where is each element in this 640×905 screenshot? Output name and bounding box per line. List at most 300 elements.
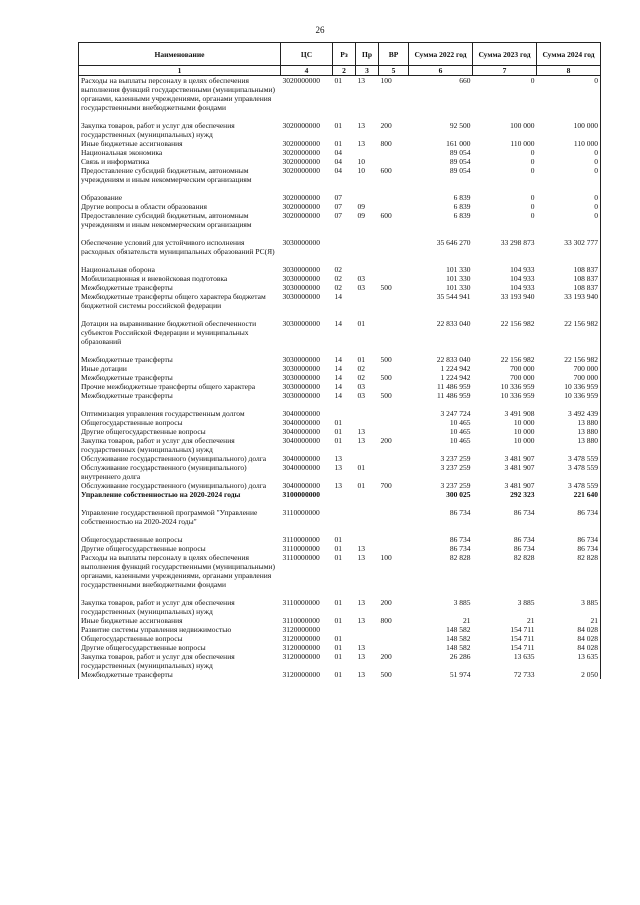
row-sum-2022: 51 974 [449,670,471,679]
row-sum-2023: 3 481 907 [504,481,535,490]
row-rz: 01 [334,418,342,427]
row-pr [356,409,379,418]
row-vr [379,418,409,427]
row-cs: 3020000000 [282,193,320,202]
row-sum-2024: 0 [537,148,601,157]
row-sum-2022: 3 247 724 [440,409,471,418]
page-number: 26 [315,25,325,35]
row-rz: 14 [334,319,342,328]
row-name: Национальная оборона [79,265,281,274]
row-sum-2023: 104 933 [510,265,535,274]
header-vr: ВР [379,43,409,66]
row-cs: 3110000000 [282,598,320,607]
row-pr: 10 [357,166,365,175]
row-vr [379,508,409,535]
row-pr [356,292,379,319]
row-vr: 100 [380,553,392,562]
row-rz: 01 [334,139,342,148]
row-pr: 13 [357,76,365,85]
column-index: 5 [379,66,409,76]
row-name: Обслуживание государственного (муниципального) внутреннего долга [79,463,281,481]
header-row [79,43,601,66]
row-rz: 01 [334,616,342,625]
row-sum-2022: 86 734 [449,544,471,553]
table-row [79,409,601,418]
row-name: Управление государственной программой "Управление собственностью на 2020-2024 годы" [79,508,281,535]
table-row [79,364,601,373]
row-sum-2022: 3 237 259 [440,481,471,490]
row-cs: 3040000000 [282,427,320,436]
row-name: Другие общегосударственные вопросы [79,643,281,652]
row-vr: 600 [380,211,392,220]
column-index-row [79,66,601,76]
row-vr [379,319,409,355]
row-pr: 09 [357,202,365,211]
row-sum-2022: 1 224 942 [440,373,471,382]
row-name: Оптимизация управления государственным долгом [79,409,281,418]
row-rz: 07 [334,202,342,211]
row-sum-2023: 700 000 [510,364,535,373]
table-row [79,481,601,490]
row-rz: 13 [334,463,342,472]
row-sum-2023: 0 [530,76,535,85]
row-vr [379,364,409,373]
row-pr: 01 [357,463,365,472]
row-cs: 3040000000 [282,463,320,472]
row-rz: 07 [334,193,342,202]
table-row [79,292,601,319]
row-name: Закупка товаров, работ и услуг для обеспечения государственных (муниципальных) нужд [79,598,281,616]
table-row [79,544,601,553]
row-sum-2023: 104 933 [510,283,535,292]
table-row [79,508,601,535]
column-index: 6 [409,66,473,76]
row-cs: 3120000000 [282,643,320,652]
row-sum-2022: 148 582 [446,634,471,643]
row-vr [379,148,409,157]
row-sum-2024: 84 028 [537,625,601,634]
table-row [79,148,601,157]
row-pr [356,148,379,157]
row-vr: 600 [380,166,392,175]
row-pr: 13 [357,427,365,436]
column-index: 7 [473,66,537,76]
row-pr: 01 [357,481,365,490]
table-row [79,535,601,544]
table-row [79,391,601,409]
row-pr: 13 [357,139,365,148]
row-sum-2024: 84 028 [537,634,601,643]
row-name: Общегосударственные вопросы [79,634,281,643]
row-pr: 02 [357,364,365,373]
row-rz: 02 [334,265,342,274]
row-vr [379,634,409,643]
row-rz [333,508,356,535]
row-cs: 3120000000 [282,652,320,661]
row-sum-2023: 10 000 [513,427,535,436]
table-row [79,193,601,202]
row-rz: 04 [334,166,342,175]
row-cs: 3100000000 [282,490,320,499]
row-sum-2024: 21 [537,616,601,625]
row-sum-2022: 92 500 [449,121,471,130]
row-name: Другие общегосударственные вопросы [79,544,281,553]
row-cs: 3030000000 [282,364,320,373]
row-name: Другие общегосударственные вопросы [79,427,281,436]
row-pr: 13 [357,121,365,130]
row-sum-2023: 10 336 959 [500,382,535,391]
row-pr: 03 [357,274,365,283]
row-rz: 02 [334,274,342,283]
row-pr [356,193,379,202]
row-sum-2023: 0 [530,211,535,220]
row-pr: 13 [357,670,365,679]
row-sum-2023: 0 [530,193,535,202]
column-index: 8 [537,66,601,76]
row-pr [356,625,379,634]
row-pr [356,418,379,427]
row-rz: 01 [334,652,342,661]
row-rz: 01 [334,544,342,553]
column-index: 4 [281,66,333,76]
row-rz [333,490,356,508]
table-row [79,553,601,598]
header-pr: Пр [356,43,379,66]
row-sum-2022: 101 330 [446,283,471,292]
row-vr [379,202,409,211]
row-vr [379,643,409,652]
row-sum-2024: 0 [537,166,601,193]
row-sum-2022: 86 734 [449,508,471,517]
row-sum-2022: 26 286 [449,652,471,661]
row-rz: 04 [334,157,342,166]
row-sum-2024: 3 478 559 [537,481,601,490]
row-sum-2024: 86 734 [537,508,601,535]
row-name: Закупка товаров, работ и услуг для обеспечения государственных (муниципальных) нужд [79,652,281,670]
row-vr [379,409,409,418]
row-sum-2024: 82 828 [537,553,601,598]
row-sum-2023: 10 000 [513,436,535,445]
table-row [79,238,601,265]
row-sum-2022: 86 734 [449,535,471,544]
table-row [79,616,601,625]
table-row [79,427,601,436]
row-name: Расходы на выплаты персоналу в целях обеспечения выполнения функций государственными (муниципальными) органами, казенными учреждениями, органами управления государственными внебюджетными фондами [79,76,281,122]
row-cs: 3030000000 [282,382,320,391]
row-sum-2022: 10 465 [449,427,471,436]
row-vr [379,265,409,274]
row-sum-2023: 22 156 982 [500,355,535,364]
row-name: Связь и информатика [79,157,281,166]
row-sum-2024: 3 885 [537,598,601,616]
row-sum-2022: 148 582 [446,625,471,634]
row-sum-2024: 13 880 [537,427,601,436]
row-sum-2022: 101 330 [446,265,471,274]
row-name: Предоставление субсидий бюджетным, автономным учреждениям и иным некоммерческим организациям [79,166,281,193]
row-rz: 01 [334,427,342,436]
row-sum-2024: 100 000 [537,121,601,139]
row-sum-2024: 0 [537,193,601,202]
row-rz: 14 [334,364,342,373]
row-sum-2022: 35 544 941 [436,292,471,301]
row-vr [379,292,409,319]
row-sum-2024: 22 156 982 [537,355,601,364]
row-vr: 500 [380,670,392,679]
row-vr [379,463,409,481]
row-vr [379,625,409,634]
row-sum-2024: 110 000 [537,139,601,148]
row-vr [379,490,409,508]
row-rz: 01 [334,553,342,562]
row-name: Межбюджетные трансферты [79,373,281,382]
row-sum-2023: 10 336 959 [500,391,535,400]
row-pr: 13 [357,598,365,607]
row-pr: 03 [357,391,365,400]
row-sum-2024: 221 640 [537,490,601,508]
row-rz: 04 [334,148,342,157]
row-sum-2023: 86 734 [513,508,535,517]
row-sum-2022: 101 330 [446,274,471,283]
row-name: Дотации на выравнивание бюджетной обеспеченности субъектов Российской Федерации и муниципальных образований [79,319,281,355]
table-row [79,355,601,364]
row-pr: 02 [357,373,365,382]
row-sum-2022: 3 237 259 [440,463,471,472]
table-row [79,625,601,634]
row-rz: 01 [334,76,342,85]
row-name: Национальная экономика [79,148,281,157]
row-name: Обеспечение условий для устойчивого исполнения расходных обязательств муниципальных образований РС(Я) [79,238,281,265]
table-row [79,283,601,292]
row-name: Прочие межбюджетные трансферты общего характера [79,382,281,391]
row-rz: 14 [334,292,342,301]
table-row [79,454,601,463]
row-cs: 3030000000 [282,373,320,382]
header-sum-2023: Сумма 2023 год [473,43,537,66]
row-sum-2024: 33 193 940 [537,292,601,319]
row-sum-2024: 86 734 [537,544,601,553]
table-row [79,463,601,481]
row-sum-2023: 0 [530,166,535,175]
row-cs: 3110000000 [282,508,320,517]
row-name: Межбюджетные трансферты [79,391,281,409]
row-cs: 3040000000 [282,454,320,463]
row-sum-2024: 10 336 959 [537,391,601,409]
row-cs: 3020000000 [282,202,320,211]
header-sum-2022: Сумма 2022 год [409,43,473,66]
row-pr: 03 [357,283,365,292]
row-sum-2024: 700 000 [537,364,601,373]
row-sum-2024: 108 837 [537,283,601,292]
row-name: Межбюджетные трансферты [79,670,281,679]
row-sum-2023: 33 193 940 [500,292,535,301]
row-sum-2023: 700 000 [510,373,535,382]
row-sum-2024: 3 492 439 [537,409,601,418]
row-cs: 3030000000 [282,274,320,283]
table-row [79,670,601,679]
row-vr [379,274,409,283]
row-rz: 01 [334,598,342,607]
row-sum-2023: 3 885 [517,598,535,607]
row-cs: 3120000000 [282,634,320,643]
row-vr [379,193,409,202]
row-name: Межбюджетные трансферты [79,283,281,292]
row-sum-2022: 21 [463,616,471,625]
row-rz: 07 [334,211,342,220]
row-vr [379,544,409,553]
row-sum-2023: 292 323 [510,490,535,499]
row-sum-2023: 0 [530,202,535,211]
row-sum-2022: 82 828 [449,553,471,562]
table-row [79,643,601,652]
row-sum-2022: 10 465 [449,436,471,445]
row-rz: 01 [334,121,342,130]
row-sum-2022: 11 486 959 [437,382,471,391]
row-sum-2023: 10 000 [513,418,535,427]
row-vr: 500 [380,283,392,292]
row-sum-2024: 0 [537,76,601,122]
table-body [79,76,601,680]
row-vr: 100 [380,76,392,85]
row-vr: 200 [380,598,392,607]
row-vr [379,157,409,166]
row-name: Межбюджетные трансферты общего характера бюджетам бюджетной системы российской федерации [79,292,281,319]
table-row [79,139,601,148]
row-name: Закупка товаров, работ и услуг для обеспечения государственных (муниципальных) нужд [79,436,281,454]
row-sum-2023: 86 734 [513,544,535,553]
row-sum-2023: 86 734 [513,535,535,544]
row-cs: 3020000000 [282,166,320,175]
row-cs: 3110000000 [282,553,320,562]
table-row [79,598,601,616]
row-sum-2022: 6 839 [453,193,471,202]
row-cs: 3030000000 [282,265,320,274]
row-name: Иные дотации [79,364,281,373]
row-vr [379,382,409,391]
table-row [79,166,601,193]
row-sum-2024: 2 050 [537,670,601,679]
row-sum-2024: 13 880 [537,436,601,454]
row-sum-2023: 33 298 873 [500,238,535,247]
row-name: Управление собственностью на 2020-2024 годы [79,490,281,508]
row-sum-2023: 0 [530,148,535,157]
row-sum-2022: 89 054 [449,157,471,166]
table-row [79,76,601,122]
row-rz [333,409,356,418]
row-sum-2024: 13 635 [537,652,601,670]
column-index: 3 [356,66,379,76]
row-sum-2023: 13 635 [513,652,535,661]
row-sum-2022: 22 833 040 [436,355,471,364]
row-sum-2022: 148 582 [446,643,471,652]
row-cs: 3030000000 [282,355,320,364]
row-rz [333,238,356,265]
row-rz: 13 [334,481,342,490]
row-rz: 01 [334,634,342,643]
header-sum-2024: Сумма 2024 год [537,43,601,66]
row-pr: 13 [357,652,365,661]
header-name: Наименование [79,43,281,66]
row-sum-2022: 300 025 [446,490,471,499]
row-rz: 14 [334,355,342,364]
row-cs: 3040000000 [282,409,320,418]
row-sum-2022: 3 885 [453,598,471,607]
row-vr: 200 [380,436,392,445]
row-cs: 3110000000 [282,535,320,544]
row-sum-2023: 0 [530,157,535,166]
table-row [79,319,601,355]
table-row [79,382,601,391]
column-index: 1 [79,66,281,76]
row-cs: 3030000000 [282,283,320,292]
row-rz: 14 [334,382,342,391]
row-pr: 13 [357,436,365,445]
row-sum-2023: 154 711 [510,634,535,643]
row-sum-2022: 11 486 959 [437,391,471,400]
row-sum-2022: 3 237 259 [440,454,471,463]
row-pr: 13 [357,544,365,553]
row-sum-2024: 10 336 959 [537,382,601,391]
row-cs: 3030000000 [282,391,320,400]
row-cs: 3120000000 [282,670,320,679]
row-pr: 13 [357,616,365,625]
row-cs: 3020000000 [282,76,320,85]
row-cs: 3020000000 [282,157,320,166]
row-cs: 3030000000 [282,292,320,301]
row-rz: 14 [334,391,342,400]
row-name: Обслуживание государственного (муниципального) долга [79,454,281,463]
row-name: Общегосударственные вопросы [79,418,281,427]
header-rz: Рз [333,43,356,66]
row-rz: 01 [334,670,342,679]
row-cs: 3110000000 [282,544,320,553]
row-sum-2023: 72 733 [513,670,535,679]
row-vr [379,454,409,463]
row-rz [333,625,356,634]
table-row [79,436,601,454]
row-sum-2023: 3 491 908 [504,409,535,418]
row-cs: 3030000000 [282,238,320,247]
row-sum-2023: 82 828 [513,553,535,562]
row-pr [356,508,379,535]
row-name: Межбюджетные трансферты [79,355,281,364]
row-name: Расходы на выплаты персоналу в целях обеспечения выполнения функций государственными (муниципальными) органами, казенными учреждениями, органами управления государственными внебюджетными фондами [79,553,281,598]
row-sum-2022: 22 833 040 [436,319,471,328]
row-rz: 01 [334,436,342,445]
row-pr [356,490,379,508]
row-cs: 3020000000 [282,211,320,220]
row-sum-2022: 89 054 [449,166,471,175]
row-name: Иные бюджетные ассигнования [79,139,281,148]
row-vr: 500 [380,355,392,364]
table-row [79,211,601,238]
header-cs: ЦС [281,43,333,66]
row-pr: 03 [357,382,365,391]
row-name: Общегосударственные вопросы [79,535,281,544]
table-row [79,634,601,643]
row-sum-2024: 700 000 [537,373,601,382]
row-name: Другие вопросы в области образования [79,202,281,211]
row-vr: 200 [380,121,392,130]
row-cs: 3020000000 [282,121,320,130]
table-row [79,274,601,283]
row-sum-2022: 6 839 [453,202,471,211]
row-sum-2024: 0 [537,202,601,211]
row-pr [356,238,379,265]
row-pr [356,454,379,463]
row-name: Закупка товаров, работ и услуг для обеспечения государственных (муниципальных) нужд [79,121,281,139]
row-cs: 3030000000 [282,319,320,328]
row-pr: 10 [357,157,365,166]
